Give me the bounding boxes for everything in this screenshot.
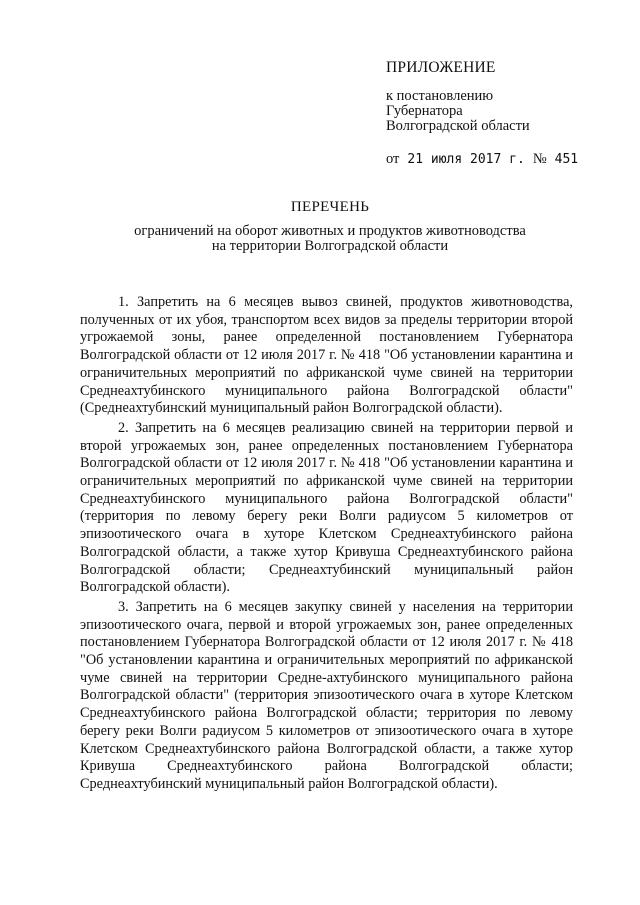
appendix-header [386,60,616,167]
decree-date: 21 июля 2017 г. [407,152,525,167]
document-title-block [80,200,580,254]
paragraph-2: 2. Запретить на 6 месяцев реализацию свиней на территории первой и второй угрожаемых зон, ранее определенных постановлением Губернатора Волгоградской области от 12 июля 2017 г. № 418 "Об установлении карантина и ограничительных мероприятий по африканской чуме свиней на территории Среднеахтубинского муниципального района Волгоградской области" (территория по левому берегу реки Волги радиусом 5 километров от эпизоотического очага в хуторе Клетском Среднеахтубинского района Волгоградской области, а также хутор Кривуша Среднеахтубинского района Волгоградской области; Среднеахтубинский муниципальный район Волгоградской области). [80,419,573,596]
appendix-line-2: Губернатора [386,103,463,119]
document-body [80,294,573,796]
document-subtitle-line-2: на территории Волгоградской области [211,238,449,254]
document-title: ПЕРЕЧЕНЬ [290,199,370,215]
date-prefix: от [386,151,400,167]
appendix-line-3: Волгоградской области [386,118,530,134]
decree-number: 451 [554,152,579,167]
appendix-title: ПРИЛОЖЕНИЕ [386,59,496,76]
decree-date-line [386,152,616,167]
paragraph-3: 3. Запретить на 6 месяцев закупку свиней у населения на территории эпизоотического очага, первой и второй угрожаемых зон, ранее определенных постановлением Губернатора Волгоградской области от 12 июля 2017 г. № 418 "Об установлении карантина и ограничительных мероприятий по африканской чуме свиней на территории Средне-ахтубинского муниципального района Волгоградской области" (территория эпизоотического очага в хуторе Клетском Среднеахтубинского района Волгоградской области; территория по левому берегу реки Волги радиусом 5 километров от эпизоотического очага в хуторе Клетском Среднеахтубинского района Волгоградской области, а также хутор Кривуша Среднеахтубинского района Волгоградской области; Среднеахтубинский муниципальный район Волгоградской области). [80,598,573,792]
paragraph-1: 1. Запретить на 6 месяцев вывоз свиней, продуктов животноводства, полученных от их убоя, транспортом всех видов за пределы территории второй угрожаемой зоны, ранее определенной постановлением Губернатора Волгоградской области от 12 июля 2017 г. № 418 "Об установлении карантина и ограничительных мероприятий по африканской чуме свиней на территории Среднеахтубинского муниципального района Волгоградской области" (Среднеахтубинский муниципальный район Волгоградской области). [80,294,573,417]
appendix-line-1: к постановлению [386,88,494,104]
number-sign: № [532,151,547,167]
document-subtitle-line-1: ограничений на оборот животных и продуктов животноводства [134,223,526,239]
